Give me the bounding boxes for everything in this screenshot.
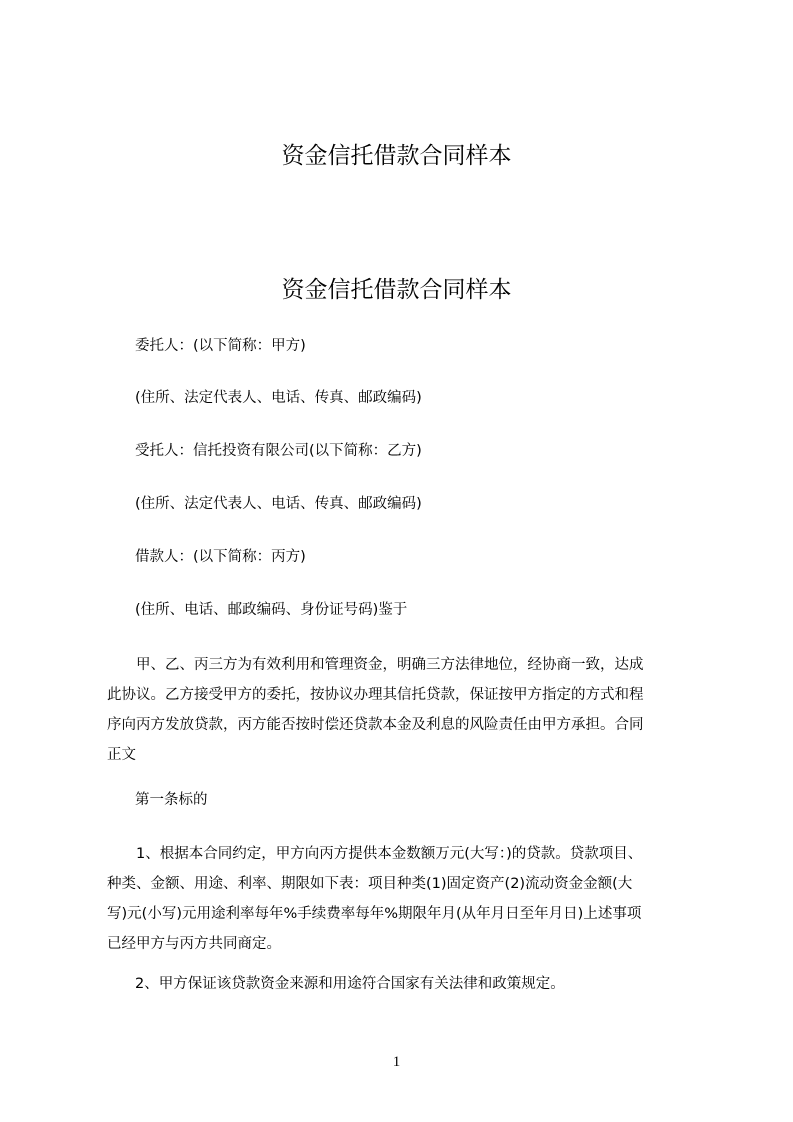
trustee-info-line: (住所、法定代表人、电话、传真、邮政编码) <box>135 496 422 512</box>
clause-1-line: 种类、金额、用途、利率、期限如下表：项目种类(1)固定资产(2)流动资金金额(大 <box>107 876 633 892</box>
trustor-line: 委托人：(以下简称：甲方) <box>135 338 306 354</box>
page-number: 1 <box>392 1054 401 1070</box>
borrower-line: 借款人：(以下简称：丙方) <box>135 549 306 565</box>
preamble-line: 序向丙方发放贷款，丙方能否按时偿还贷款本金及利息的风险责任由甲方承担。合同 <box>107 717 644 733</box>
header-title: 资金信托借款合同样本 <box>281 143 512 169</box>
clause-1-line: 已经甲方与丙方共同商定。 <box>107 936 281 952</box>
clause-2: 2、甲方保证该贷款资金来源和用途符合国家有关法律和政策规定。 <box>135 976 565 992</box>
preamble-line: 此协议。乙方接受甲方的委托，按协议办理其信托贷款，保证按甲方指定的方式和程 <box>107 687 644 703</box>
trustee-line: 受托人：信托投资有限公司(以下简称：乙方) <box>135 443 422 459</box>
clause-1-line: 1、根据本合同约定，甲方向丙方提供本金数额万元(大写：)的贷款。贷款项目、 <box>136 846 643 862</box>
clause-1-paragraph <box>107 839 701 959</box>
preamble-line: 正文 <box>107 747 136 763</box>
preamble-paragraph <box>107 650 701 770</box>
article-1-heading: 第一条标的 <box>135 792 208 808</box>
document-title: 资金信托借款合同样本 <box>281 277 512 303</box>
borrower-info-line: (住所、电话、邮政编码、身份证号码)鉴于 <box>135 602 408 618</box>
preamble-line: 甲、乙、丙三方为有效利用和管理资金，明确三方法律地位，经协商一致，达成 <box>136 657 644 673</box>
clause-1-line: 写)元(小写)元用途利率每年%手续费率每年%期限年月(从年月日至年月日)上述事项 <box>107 906 642 922</box>
trustor-info-line: (住所、法定代表人、电话、传真、邮政编码) <box>135 390 422 406</box>
